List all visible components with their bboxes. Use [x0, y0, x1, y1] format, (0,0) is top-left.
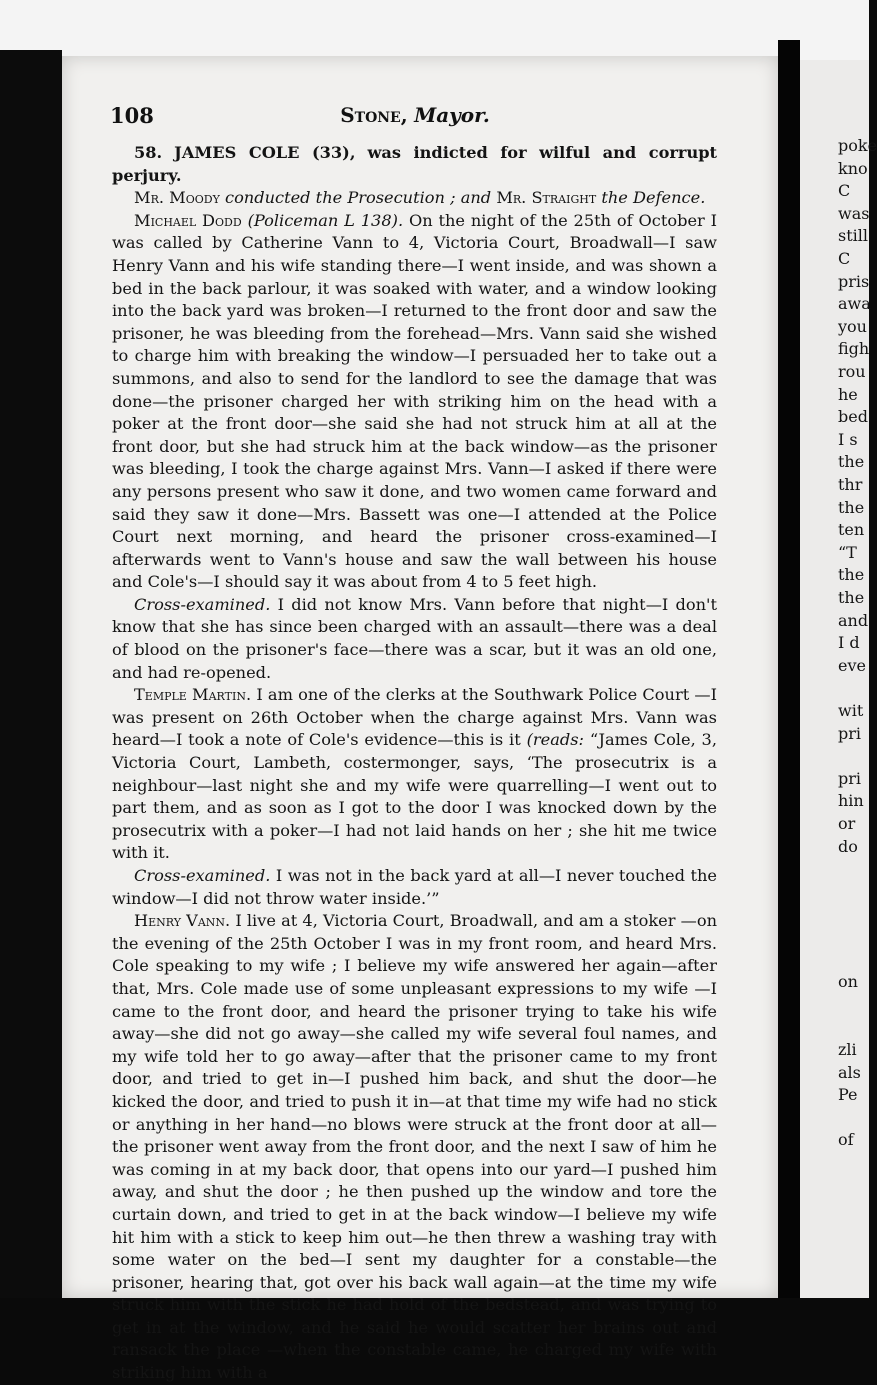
- scan-top-edge: [0, 0, 869, 62]
- cross-examination-text: I was not in the back yard at all—I never touched the window—I did not throw water inside.’”: [112, 866, 717, 908]
- counsel-and: and: [460, 188, 492, 208]
- facing-page-text: the: [838, 497, 865, 517]
- prosecution-role: conducted the Prosecution ;: [225, 188, 456, 208]
- facing-page-text: pri: [838, 768, 862, 788]
- facing-page-text: and: [838, 610, 869, 630]
- facing-page-fragment: [800, 60, 877, 1300]
- book-gutter: [778, 40, 800, 1330]
- case-number: 58.: [134, 143, 163, 162]
- counsel-line: [112, 187, 717, 210]
- witness-name: Henry Vann.: [134, 911, 231, 931]
- facing-page-text: wit: [838, 701, 864, 720]
- testimony-text: I live at 4, Victoria Court, Broadwall, and am a stoker —on the evening of the 25th October I was in my front room, and heard Mrs. Cole speaking to my wife ; I believe my wife answered her again—after that, Mrs. Cole made use of some unpleasant expressions to my wife —I came to the front door, and heard the prisoner trying to take his wife away—she did not go away—she called my wife several foul names, and my wife told her to go away—after that the prisoner came to my front door, and tried to get in—I pushed him back, and shut the door—he kicked the door, and tried to push it in—at that time my wife had no stick or anything in her hand—no blows were struck at the front door at all—the prisoner went away from the front door, and the next I saw of him he was coming in at my back door, that opens into our yard—I pushed him away, and shut the door ; he then pushed up the window and tore the curtain down, and tried to get in at the back window—I believe my wife hit him with a stick to keep him out—he then threw a washing tray with some water on the bed—I sent my daughter for a constable—the prisoner, hearing that, got over his back wall again—at the time my wife struck him with the stick he had hold of the bedstead, and was trying to get in at the window, and he said he would scatter her brains out and ransack the place —when the constable came, he charged my wife with striking him with a: [112, 911, 717, 1383]
- cross-examined-label: Cross-examined.: [134, 594, 271, 614]
- defendant-name: JAMES COLE (33),: [174, 143, 356, 162]
- facing-page-text: the: [838, 452, 865, 472]
- reads-label: (reads:: [526, 730, 584, 750]
- facing-page-text: of: [838, 1130, 854, 1150]
- page-number: 108: [110, 103, 154, 128]
- testimony-text: I am one of the clerks at the Southwark Police Court —I was present on 26th October when the charge against Mrs. Vann was heard—I took a note of Cole's evidence—this is it: [112, 685, 717, 750]
- facing-page-text: still: [838, 226, 868, 246]
- page-header: [110, 103, 720, 133]
- facing-page-text: the: [838, 565, 865, 585]
- facing-page-text: thr: [838, 475, 863, 494]
- facing-page-text: zli: [838, 1040, 857, 1059]
- facing-page-text: Pe: [838, 1085, 858, 1105]
- charge-text: was indicted for wilful and corrupt perjury.: [112, 143, 718, 185]
- witness-name: Temple Martin.: [134, 685, 252, 705]
- facing-page-text: bed: [838, 407, 868, 427]
- facing-page-text: kno: [838, 158, 868, 178]
- facing-page-text: I s: [838, 429, 858, 449]
- running-head-name: Stone,: [340, 103, 408, 127]
- defence-role: the Defence.: [601, 188, 706, 208]
- cross-examination-martin: [112, 865, 717, 910]
- witness-name: Michael Dodd: [134, 210, 242, 230]
- facing-page-text: hin: [838, 791, 864, 811]
- facing-page-text: figh: [838, 339, 870, 359]
- scan-left-border: [0, 50, 62, 1385]
- facing-page-text: C: [838, 249, 851, 268]
- page-body: [112, 142, 717, 1385]
- facing-page-text: I d: [838, 633, 860, 653]
- facing-page-text: C: [838, 181, 851, 201]
- facing-page-text: eve: [838, 655, 866, 675]
- facing-page-text: pri: [838, 723, 862, 743]
- case-heading: [112, 142, 717, 187]
- prosecution-counsel: Mr. Moody: [134, 188, 220, 208]
- testimony-vann: [112, 910, 717, 1384]
- facing-page-text: pris: [838, 271, 870, 291]
- facing-page-text: awa: [838, 294, 871, 314]
- facing-page-text: was: [838, 203, 870, 223]
- facing-page-text: on: [838, 972, 858, 992]
- facing-page-text: you: [838, 316, 867, 336]
- facing-page-text: ten: [838, 520, 865, 540]
- facing-page-text: “T: [838, 542, 857, 562]
- facing-page-text: the: [838, 588, 865, 607]
- facing-page-text: or: [838, 814, 856, 833]
- running-head: [110, 103, 720, 127]
- facing-page-text: poke: [838, 136, 877, 155]
- witness-role: (Policeman L 138).: [247, 210, 404, 230]
- cross-examined-label: Cross-examined.: [134, 866, 271, 885]
- facing-page-text: he: [838, 384, 858, 404]
- quoted-evidence: “James Cole, 3, Victoria Court, Lambeth, costermonger, says, ‘The prosecutrix is a neighbour—last night she and my wife were quarrelling—I went out to part them, and as soon as I got to the door I was knocked down by the prosecutrix with a poker—I had not laid hands on her ; she hit me twice with it.: [112, 730, 717, 863]
- cross-examination-text: I did not know Mrs. Vann before that night—I don't know that she has since been charged with an assault—there was a deal of blood on the prisoner's face—there was a scar, but it was an old one, and had re-opened.: [112, 594, 717, 682]
- running-head-title: Mayor.: [414, 103, 490, 127]
- facing-page-text: als: [838, 1062, 861, 1082]
- testimony-text: On the night of the 25th of October I was called by Catherine Vann to 4, Victoria Court, Broadwall—I saw Henry Vann and his wife standing there—I went inside, and was shown a bed in the back parlour, it was soaked with water, and a window looking into the back yard was broken—I returned to the front door and saw the prisoner, he was bleeding from the forehead—Mrs. Vann said she wished to charge him with breaking the window—I persuaded her to take out a summons, and also to send for the landlord to see the damage that was done—the prisoner charged her with striking him on the head with a poker at the front door—she said she had not struck him at all at the front door, but she had struck him at the back window—as the prisoner was bleeding, I took the charge against Mrs. Vann—I asked if there were any persons present who saw it done, and two women came forward and said they saw it done—Mrs. Bassett was one—I attended at the Police Court next morning, and heard the prisoner cross-examined—I afterwards went to Vann's house and saw the wall between his house and Cole's—I should say it was about from 4 to 5 feet high.: [112, 210, 717, 592]
- facing-page-text: do: [838, 836, 858, 856]
- defence-counsel: Mr. Straight: [496, 188, 597, 208]
- testimony-martin: [112, 684, 717, 865]
- facing-page-text: rou: [838, 362, 866, 381]
- testimony-dodd: [112, 210, 717, 594]
- cross-examination-dodd: [112, 594, 717, 684]
